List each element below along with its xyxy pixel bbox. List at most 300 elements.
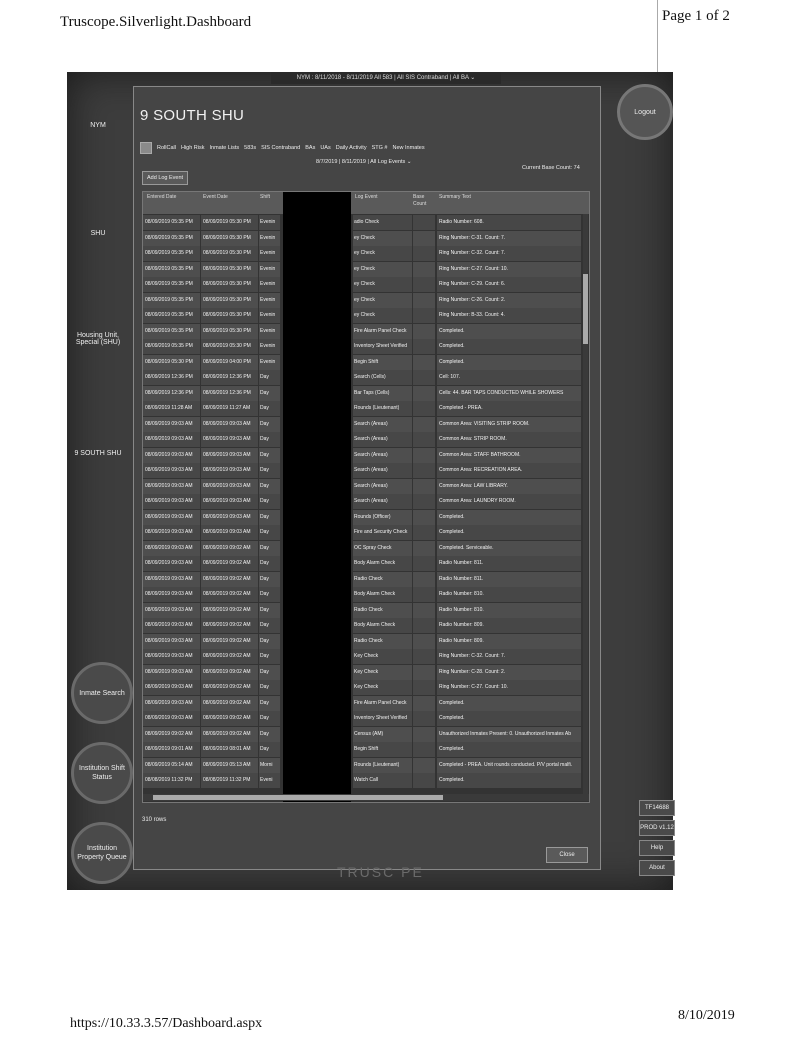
cell-event-date: 08/09/2019 09:02 AM [201,711,259,726]
cell-base-count [413,246,436,261]
cell-event-date: 08/09/2019 09:03 AM [201,417,259,432]
cell-entered-date: 08/09/2019 05:14 AM [143,758,201,773]
cell-summary-text: Radio Number: 809. [437,634,582,649]
cell-log-event: Search (Areas) [353,494,413,509]
cell-summary-text: Completed. [437,324,582,339]
cell-shift: Evenin [259,339,281,354]
cell-log-event: adio Check [353,215,413,230]
cell-shift: Day [259,587,281,602]
cell-shift: Day [259,417,281,432]
cell-base-count [413,711,436,726]
table-row[interactable] [143,510,589,526]
cell-base-count [413,696,436,711]
tab-daily-activity[interactable]: Daily Activity [335,145,367,151]
cell-entered-date: 08/09/2019 09:03 AM [143,556,201,571]
cell-log-event: Search (Areas) [353,432,413,447]
cell-summary-text: Ring Number: C-31. Count: 7. [437,231,582,246]
app-window [67,72,673,890]
cell-shift: Day [259,401,281,416]
table-row[interactable] [143,649,589,665]
cell-base-count [413,649,436,664]
print-title: Truscope.Silverlight.Dashboard [60,14,252,30]
cell-base-count [413,417,436,432]
cell-event-date: 08/09/2019 05:13 AM [201,758,259,773]
cell-base-count [413,758,436,773]
cell-entered-date: 08/08/2019 11:32 PM [143,773,201,788]
cell-event-date: 08/09/2019 12:36 PM [201,386,259,401]
cell-base-count [413,727,436,742]
cell-log-event: Key Check [353,680,413,695]
table-row[interactable] [143,432,589,448]
cell-summary-text: Radio Number: 811. [437,572,582,587]
cell-base-count [413,603,436,618]
table-row[interactable] [143,634,589,650]
cell-summary-text: Ring Number: C-26. Count: 2. [437,293,582,308]
cell-event-date: 08/09/2019 09:02 AM [201,649,259,664]
vertical-scrollbar[interactable] [583,214,588,794]
cell-base-count [413,463,436,478]
unit-panel [133,86,601,870]
table-row[interactable] [143,587,589,603]
tab-583s[interactable]: 583s [244,145,257,151]
cell-base-count [413,386,436,401]
cell-shift: Day [259,572,281,587]
cell-summary-text: Completed. [437,742,582,757]
cell-log-event: Search (Areas) [353,463,413,478]
cell-base-count [413,773,436,788]
table-row[interactable] [143,541,589,557]
cell-summary-text: Common Area: RECREATION AREA. [437,463,582,478]
cell-summary-text: Completed. [437,525,582,540]
cell-event-date: 08/09/2019 09:03 AM [201,510,259,525]
table-row[interactable] [143,556,589,572]
cell-entered-date: 08/09/2019 09:03 AM [143,634,201,649]
tab-inmate-lists[interactable]: Inmate Lists [209,145,240,151]
table-row[interactable] [143,262,589,278]
table-row[interactable] [143,448,589,464]
cell-entered-date: 08/09/2019 09:03 AM [143,510,201,525]
cell-shift: Evenin [259,246,281,261]
cell-log-event: Watch Call [353,773,413,788]
cell-summary-text: Common Area: LAW LIBRARY. [437,479,582,494]
cell-base-count [413,479,436,494]
cell-base-count [413,541,436,556]
cell-entered-date: 08/09/2019 09:03 AM [143,603,201,618]
vertical-scroll-thumb[interactable] [583,274,588,344]
cell-event-date: 08/08/2019 11:32 PM [201,773,259,788]
table-row[interactable] [143,742,589,758]
cell-entered-date: 08/09/2019 09:03 AM [143,572,201,587]
cell-summary-text: Completed. [437,339,582,354]
cell-summary-text: Radio Number: 810. [437,587,582,602]
cell-summary-text: Common Area: STAFF BATHROOM. [437,448,582,463]
cell-shift: Day [259,448,281,463]
table-row[interactable] [143,727,589,743]
nav-nym[interactable]: NYM [90,122,106,129]
cell-log-event: Inventory Sheet Verified [353,711,413,726]
user-id-badge: TF14688 [639,800,675,816]
cell-shift: Day [259,680,281,695]
cell-log-event: Fire and Security Check [353,525,413,540]
cell-shift: Day [259,634,281,649]
cell-entered-date: 08/09/2019 12:36 PM [143,386,201,401]
cell-shift: Day [259,603,281,618]
cell-shift: Day [259,649,281,664]
help-button[interactable]: Help [639,840,675,856]
cell-summary-text: Completed. [437,773,582,788]
cell-summary-text: Common Area: LAUNDRY ROOM. [437,494,582,509]
cell-base-count [413,680,436,695]
table-row[interactable] [143,618,589,634]
table-row[interactable] [143,370,589,386]
tab-stg[interactable]: STG # [371,145,388,151]
cell-event-date: 08/09/2019 09:02 AM [201,541,259,556]
table-row[interactable] [143,417,589,433]
cell-shift: Evenin [259,355,281,370]
cell-shift: Day [259,494,281,509]
cell-shift: Day [259,510,281,525]
table-row[interactable] [143,665,589,681]
cell-entered-date: 08/09/2019 05:35 PM [143,262,201,277]
cell-entered-date: 08/09/2019 05:30 PM [143,355,201,370]
cell-summary-text: Completed - PREA. Unit rounds conducted. P/V portal malfi. [437,758,582,773]
table-row[interactable] [143,339,589,355]
table-row[interactable] [143,479,589,495]
table-row[interactable] [143,386,589,402]
cell-shift: Evenin [259,231,281,246]
cell-summary-text: Common Area: STRIP ROOM. [437,432,582,447]
cell-base-count [413,510,436,525]
table-row[interactable] [143,246,589,262]
cell-event-date: 08/09/2019 09:03 AM [201,432,259,447]
cell-event-date: 08/09/2019 09:02 AM [201,727,259,742]
cell-event-date: 08/09/2019 09:03 AM [201,463,259,478]
cell-base-count [413,324,436,339]
cell-entered-date: 08/09/2019 09:01 AM [143,742,201,757]
cell-shift: Day [259,618,281,633]
tab-new-inmates[interactable]: New Inmates [392,145,425,151]
cell-log-event: Inventory Sheet Verified [353,339,413,354]
table-row[interactable] [143,293,589,309]
property-queue-button[interactable]: Institution Property Queue [71,822,133,884]
cell-shift: Day [259,742,281,757]
cell-shift: Evenin [259,215,281,230]
cell-entered-date: 08/09/2019 09:03 AM [143,541,201,556]
home-icon[interactable] [140,142,152,154]
table-row[interactable] [143,603,589,619]
shift-status-button[interactable]: Institution Shift Status [71,742,133,804]
cell-event-date: 08/09/2019 05:30 PM [201,293,259,308]
version-badge: PROD v1.12 [639,820,675,836]
table-row[interactable] [143,401,589,417]
cell-summary-text: Ring Number: C-27. Count: 10. [437,680,582,695]
cell-summary-text: Ring Number: C-32. Count: 7. [437,649,582,664]
left-nav [67,92,129,872]
cell-base-count [413,634,436,649]
cell-summary-text: Completed - PREA. [437,401,582,416]
print-url: https://10.33.3.57/Dashboard.aspx [70,1016,263,1031]
log-events-grid [142,191,590,803]
header-log-event[interactable]: Log Event [355,194,378,200]
cell-shift: Day [259,386,281,401]
cell-entered-date: 08/09/2019 05:35 PM [143,308,201,323]
table-row[interactable] [143,696,589,712]
horizontal-scroll-thumb[interactable] [153,795,443,800]
cell-log-event: Bar Taps (Cells) [353,386,413,401]
cell-event-date: 08/09/2019 11:27 AM [201,401,259,416]
table-row[interactable] [143,231,589,247]
cell-log-event: ey Check [353,308,413,323]
global-filter-bar[interactable]: NYM : 8/11/2018 - 8/11/2019 All 583 | All SIS Contraband | All BA ⌄ [271,72,501,84]
cell-entered-date: 08/09/2019 05:35 PM [143,231,201,246]
cell-entered-date: 08/09/2019 09:03 AM [143,665,201,680]
truscope-logo: TRUSC PE [337,864,424,880]
cell-entered-date: 08/09/2019 11:28 AM [143,401,201,416]
header-event-date[interactable]: Event Date [203,194,228,200]
cell-entered-date: 08/09/2019 09:03 AM [143,649,201,664]
cell-log-event: Body Alarm Check [353,618,413,633]
tab-bar [140,142,425,154]
cell-log-event: Rounds (Officer) [353,510,413,525]
cell-shift: Evenin [259,308,281,323]
cell-base-count [413,339,436,354]
cell-base-count [413,556,436,571]
cell-log-event: ey Check [353,293,413,308]
cell-shift: Morni [259,758,281,773]
nav-housing-unit[interactable]: Housing Unit, Special (SHU) [75,332,121,346]
cell-summary-text: Ring Number: B-33. Count: 4. [437,308,582,323]
cell-entered-date: 08/09/2019 05:35 PM [143,339,201,354]
cell-log-event: OC Spray Check [353,541,413,556]
cell-entered-date: 08/09/2019 09:03 AM [143,479,201,494]
tab-uas[interactable]: UAs [320,145,331,151]
table-row[interactable] [143,355,589,371]
cell-entered-date: 08/09/2019 09:03 AM [143,696,201,711]
cell-event-date: 08/09/2019 09:03 AM [201,494,259,509]
cell-summary-text: Radio Number: 809. [437,618,582,633]
cell-log-event: Radio Check [353,634,413,649]
cell-base-count [413,572,436,587]
cell-shift: Day [259,541,281,556]
tab-sis-contraband[interactable]: SIS Contraband [261,145,301,151]
cell-base-count [413,448,436,463]
redaction-block [283,192,351,802]
cell-event-date: 08/09/2019 05:30 PM [201,215,259,230]
about-button[interactable]: About [639,860,675,876]
right-nav [609,72,673,890]
table-row[interactable] [143,773,589,789]
cell-summary-text: Completed. [437,711,582,726]
cell-base-count [413,494,436,509]
cell-shift: Day [259,370,281,385]
table-row[interactable] [143,324,589,340]
cell-shift: Day [259,696,281,711]
cell-log-event: Rounds (Lieutenant) [353,758,413,773]
rows-count-label: 310 rows [142,817,167,823]
cell-shift: Day [259,479,281,494]
cell-base-count [413,231,436,246]
cell-shift: Evenin [259,293,281,308]
cell-event-date: 08/09/2019 09:02 AM [201,556,259,571]
cell-event-date: 08/09/2019 09:02 AM [201,696,259,711]
tab-rollcall[interactable]: RollCall [157,145,176,151]
cell-entered-date: 08/09/2019 09:03 AM [143,432,201,447]
table-row[interactable] [143,680,589,696]
cell-entered-date: 08/09/2019 05:35 PM [143,246,201,261]
cell-entered-date: 08/09/2019 09:03 AM [143,525,201,540]
cell-log-event: Radio Check [353,572,413,587]
cell-summary-text: Completed. [437,510,582,525]
cell-event-date: 08/09/2019 09:03 AM [201,525,259,540]
cell-summary-text: Completed. Serviceable. [437,541,582,556]
header-entered-date[interactable]: Entered Date [147,194,177,200]
cell-shift: Day [259,727,281,742]
cell-event-date: 08/09/2019 05:30 PM [201,277,259,292]
logout-button[interactable]: Logout [617,84,673,140]
cell-event-date: 08/09/2019 05:30 PM [201,262,259,277]
header-shift[interactable]: Shift [260,194,271,200]
cell-entered-date: 08/09/2019 05:35 PM [143,277,201,292]
cell-log-event: Key Check [353,665,413,680]
cell-event-date: 08/09/2019 04:00 PM [201,355,259,370]
cell-log-event: Body Alarm Check [353,587,413,602]
cell-summary-text: Ring Number: C-27. Count: 10. [437,262,582,277]
cell-event-date: 08/09/2019 05:30 PM [201,231,259,246]
cell-event-date: 08/09/2019 09:02 AM [201,603,259,618]
cell-log-event: ey Check [353,231,413,246]
table-row[interactable] [143,711,589,727]
header-summary-text[interactable]: Summary Text [439,194,471,200]
table-row[interactable] [143,525,589,541]
grid-header [143,192,589,214]
cell-entered-date: 08/09/2019 12:36 PM [143,370,201,385]
cell-log-event: Search (Areas) [353,417,413,432]
cell-event-date: 08/09/2019 08:01 AM [201,742,259,757]
cell-summary-text: Completed. [437,355,582,370]
cell-entered-date: 08/09/2019 05:35 PM [143,215,201,230]
horizontal-scrollbar[interactable] [143,794,589,801]
cell-event-date: 08/09/2019 09:02 AM [201,572,259,587]
cell-entered-date: 08/09/2019 09:03 AM [143,417,201,432]
print-page-number: Page 1 of 2 [662,8,730,24]
cell-base-count [413,355,436,370]
cell-log-event: Key Check [353,649,413,664]
table-row[interactable] [143,463,589,479]
nav-shu[interactable]: SHU [90,230,106,237]
tab-bas[interactable]: BAs [305,145,316,151]
cell-base-count [413,277,436,292]
cell-shift: Day [259,463,281,478]
cell-shift: Day [259,556,281,571]
cell-log-event: ey Check [353,262,413,277]
cell-summary-text: Cell: 107. [437,370,582,385]
date-filter-dropdown[interactable]: 8/7/2019 | 8/11/2019 | All Log Events ⌄ [316,159,412,165]
cell-base-count [413,262,436,277]
inmate-search-button[interactable]: Inmate Search [71,662,133,724]
cell-shift: Evenin [259,324,281,339]
table-row[interactable] [143,277,589,293]
cell-shift: Day [259,525,281,540]
nav-unit-9-south[interactable]: 9 SOUTH SHU [74,450,122,457]
cell-log-event: Search (Areas) [353,448,413,463]
cell-entered-date: 08/09/2019 05:35 PM [143,324,201,339]
cell-summary-text: Ring Number: C-29. Count: 6. [437,277,582,292]
cell-event-date: 08/09/2019 05:30 PM [201,324,259,339]
cell-event-date: 08/09/2019 12:36 PM [201,370,259,385]
cell-entered-date: 08/09/2019 09:03 AM [143,448,201,463]
cell-base-count [413,618,436,633]
header-base-count[interactable]: Base Count [413,194,427,207]
cell-entered-date: 08/09/2019 09:03 AM [143,587,201,602]
cell-base-count [413,401,436,416]
page-title: 9 SOUTH SHU [140,107,245,124]
cell-event-date: 08/09/2019 09:02 AM [201,618,259,633]
cell-base-count [413,215,436,230]
cell-event-date: 08/09/2019 09:02 AM [201,680,259,695]
cell-log-event: ey Check [353,277,413,292]
table-row[interactable] [143,572,589,588]
table-row[interactable] [143,308,589,324]
print-date: 8/10/2019 [678,1008,735,1023]
add-log-event-button[interactable]: Add Log Event [142,171,188,185]
cell-base-count [413,308,436,323]
close-button[interactable]: Close [546,847,588,863]
cell-log-event: Begin Shift [353,742,413,757]
cell-entered-date: 08/09/2019 09:03 AM [143,494,201,509]
cell-shift: Eveni [259,773,281,788]
cell-log-event: Search (Cells) [353,370,413,385]
cell-event-date: 08/09/2019 09:02 AM [201,587,259,602]
cell-base-count [413,742,436,757]
cell-summary-text: Radio Number: 810. [437,603,582,618]
cell-base-count [413,432,436,447]
cell-summary-text: Radio Number: 811. [437,556,582,571]
cell-event-date: 08/09/2019 05:30 PM [201,246,259,261]
cell-entered-date: 08/09/2019 09:03 AM [143,680,201,695]
tab-high-risk[interactable]: High Risk [180,145,205,151]
cell-entered-date: 08/09/2019 09:03 AM [143,618,201,633]
cell-event-date: 08/09/2019 09:02 AM [201,634,259,649]
cell-summary-text: Cells: 44. BAR TAPS CONDUCTED WHILE SHOWERS [437,386,582,401]
cell-log-event: Census (AM) [353,727,413,742]
cell-event-date: 08/09/2019 05:30 PM [201,339,259,354]
cell-event-date: 08/09/2019 09:03 AM [201,479,259,494]
cell-log-event: Radio Check [353,603,413,618]
base-count-label: Current Base Count: 74 [522,165,580,171]
cell-base-count [413,665,436,680]
table-row[interactable] [143,494,589,510]
cell-log-event: Rounds (Lieutenant) [353,401,413,416]
cell-summary-text: Ring Number: C-28. Count: 2. [437,665,582,680]
cell-log-event: Body Alarm Check [353,556,413,571]
cell-log-event: Fire Alarm Panel Check [353,324,413,339]
cell-log-event: Begin Shift [353,355,413,370]
cell-summary-text: Common Area: VISITING STRIP ROOM. [437,417,582,432]
cell-event-date: 08/09/2019 09:03 AM [201,448,259,463]
cell-shift: Day [259,711,281,726]
cell-base-count [413,370,436,385]
cell-shift: Evenin [259,262,281,277]
cell-base-count [413,525,436,540]
cell-base-count [413,587,436,602]
cell-shift: Day [259,432,281,447]
cell-log-event: Fire Alarm Panel Check [353,696,413,711]
table-row[interactable] [143,215,589,231]
cell-log-event: Search (Areas) [353,479,413,494]
cell-summary-text: Unauthorized Inmates Present: 0. Unauthorized Inmates Ab [437,727,582,742]
table-row[interactable] [143,758,589,774]
cell-shift: Evenin [259,277,281,292]
